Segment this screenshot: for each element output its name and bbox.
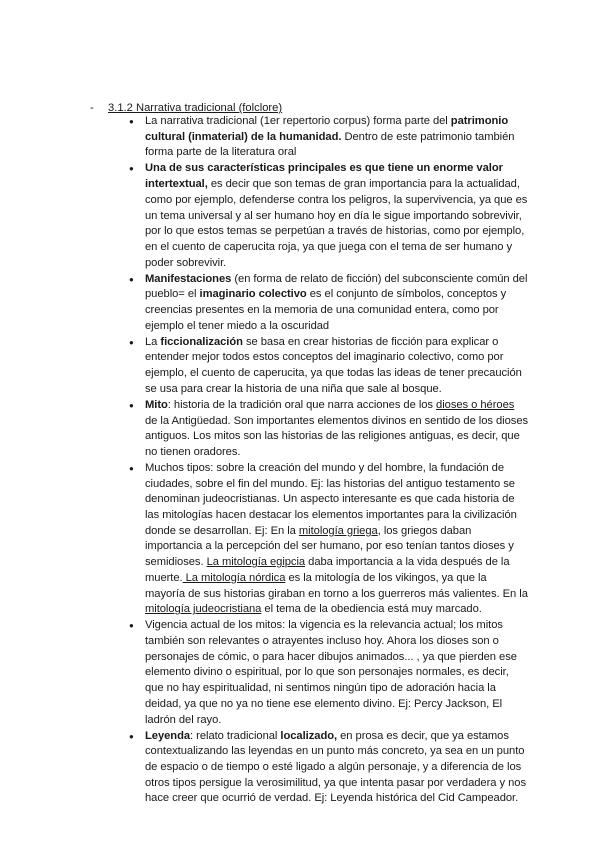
heading-dash: - xyxy=(90,102,94,114)
list-item-manifestaciones: ● Manifestaciones (en forma de relato de ficción) del subconsciente común del pueblo= el imaginario colectivo es el conjunto de símbolos, conceptos y creencias presentes en la memoria de una comunidad entera, como por ejemplo el tener miedo a la oscuridad xyxy=(129,272,529,335)
list-item-leyenda: ● Leyenda: relato tradicional localizado, en prosa es decir, que ya estamos contextualizando las leyendas en un punto más concreto, ya sea en un punto de espacio o de tiempo o esté ligado a algún personaje, y a diferencia de los otros tipos persigue la verosimilitud, ya que intenta pasar por verdadera y nos hace creer que ocurrió de verdad. Ej: Leyenda histórica del Cid Campeador. xyxy=(129,729,529,808)
list-item-patrimonio: ● La narrativa tradicional (1er repertorio corpus) forma parte del patrimonio cultural (inmaterial) de la humanidad. Dentro de este patrimonio también forma parte de la literatura oral xyxy=(129,114,529,161)
bullet-list xyxy=(129,114,529,807)
list-item-tipos: ● Muchos tipos: sobre la creación del mundo y del hombre, la fundación de ciudades, sobre el fin del mundo. Ej: las historias del antiguo testamento se denominan judeocristianas. Un aspecto interesante es que cada historia de las mitologías hacen destacar los elementos importantes para la civilización donde se desarrollan. Ej: En la mitología griega, los griegos daban importancia a la percepción del ser humano, por eso tenían tantos dioses y semidioses. La mitología egipcia daba importancia a la vida después de la muerte. La mitología nórdica es la mitología de los vikingos, ya que la mayoría de sus historias giraban en torno a los guerreros más valientes. En la mitología judeocristiana el tema de la obediencia está muy marcado. xyxy=(129,461,529,618)
list-item-ficcionalizacion: ● La ficcionalización se basa en crear historias de ficción para explicar o entender mejor todos estos conceptos del imaginario colectivo, como por ejemplo, el cuento de caperucita, ya que todas las ideas de tener precaución se usa para crear la historia de una niña que sale al bosque. xyxy=(129,335,529,398)
list-item-intertextual: ● Una de sus características principales es que tiene un enorme valor intertextual, es decir que son temas de gran importancia para la actualidad, como por ejemplo, defenderse contra los peligros, la supervivencia, ya que es un tema universal y al ser humano hoy en día le sigue importando sobrevivir, por lo que estos temas se perpetúan a través de historias, como por ejemplo, en el cuento de caperucita roja, ya que juega con el tema de ser humano y poder sobrevivir. xyxy=(129,161,529,271)
list-item-mito: ● Mito: historia de la tradición oral que narra acciones de los dioses o héroes de la Antigüedad. Son importantes elementos divinos en sentido de los dioses antiguos. Los mitos son las historias de las religiones antiguas, es decir, que no tienen oradores. xyxy=(129,398,529,461)
list-item-vigencia: ● Vigencia actual de los mitos: la vigencia es la relevancia actual; los mitos también son relevantes o atrayentes incluso hoy. Ahora los dioses son o personajes de cómic, o para hacer dibujos animados... , ya que pierden ese elemento divino o espiritual, por lo que son personajes normales, es decir, que no hay espiritualidad, ni sentimos ningún tipo de adoración hacia la deidad, ya que no ya no tiene ese elemento divino. Ej: Percy Jackson, El ladrón del rayo. xyxy=(129,618,529,728)
section-title: 3.1.2 Narrativa tradicional (folclore) xyxy=(108,102,283,114)
